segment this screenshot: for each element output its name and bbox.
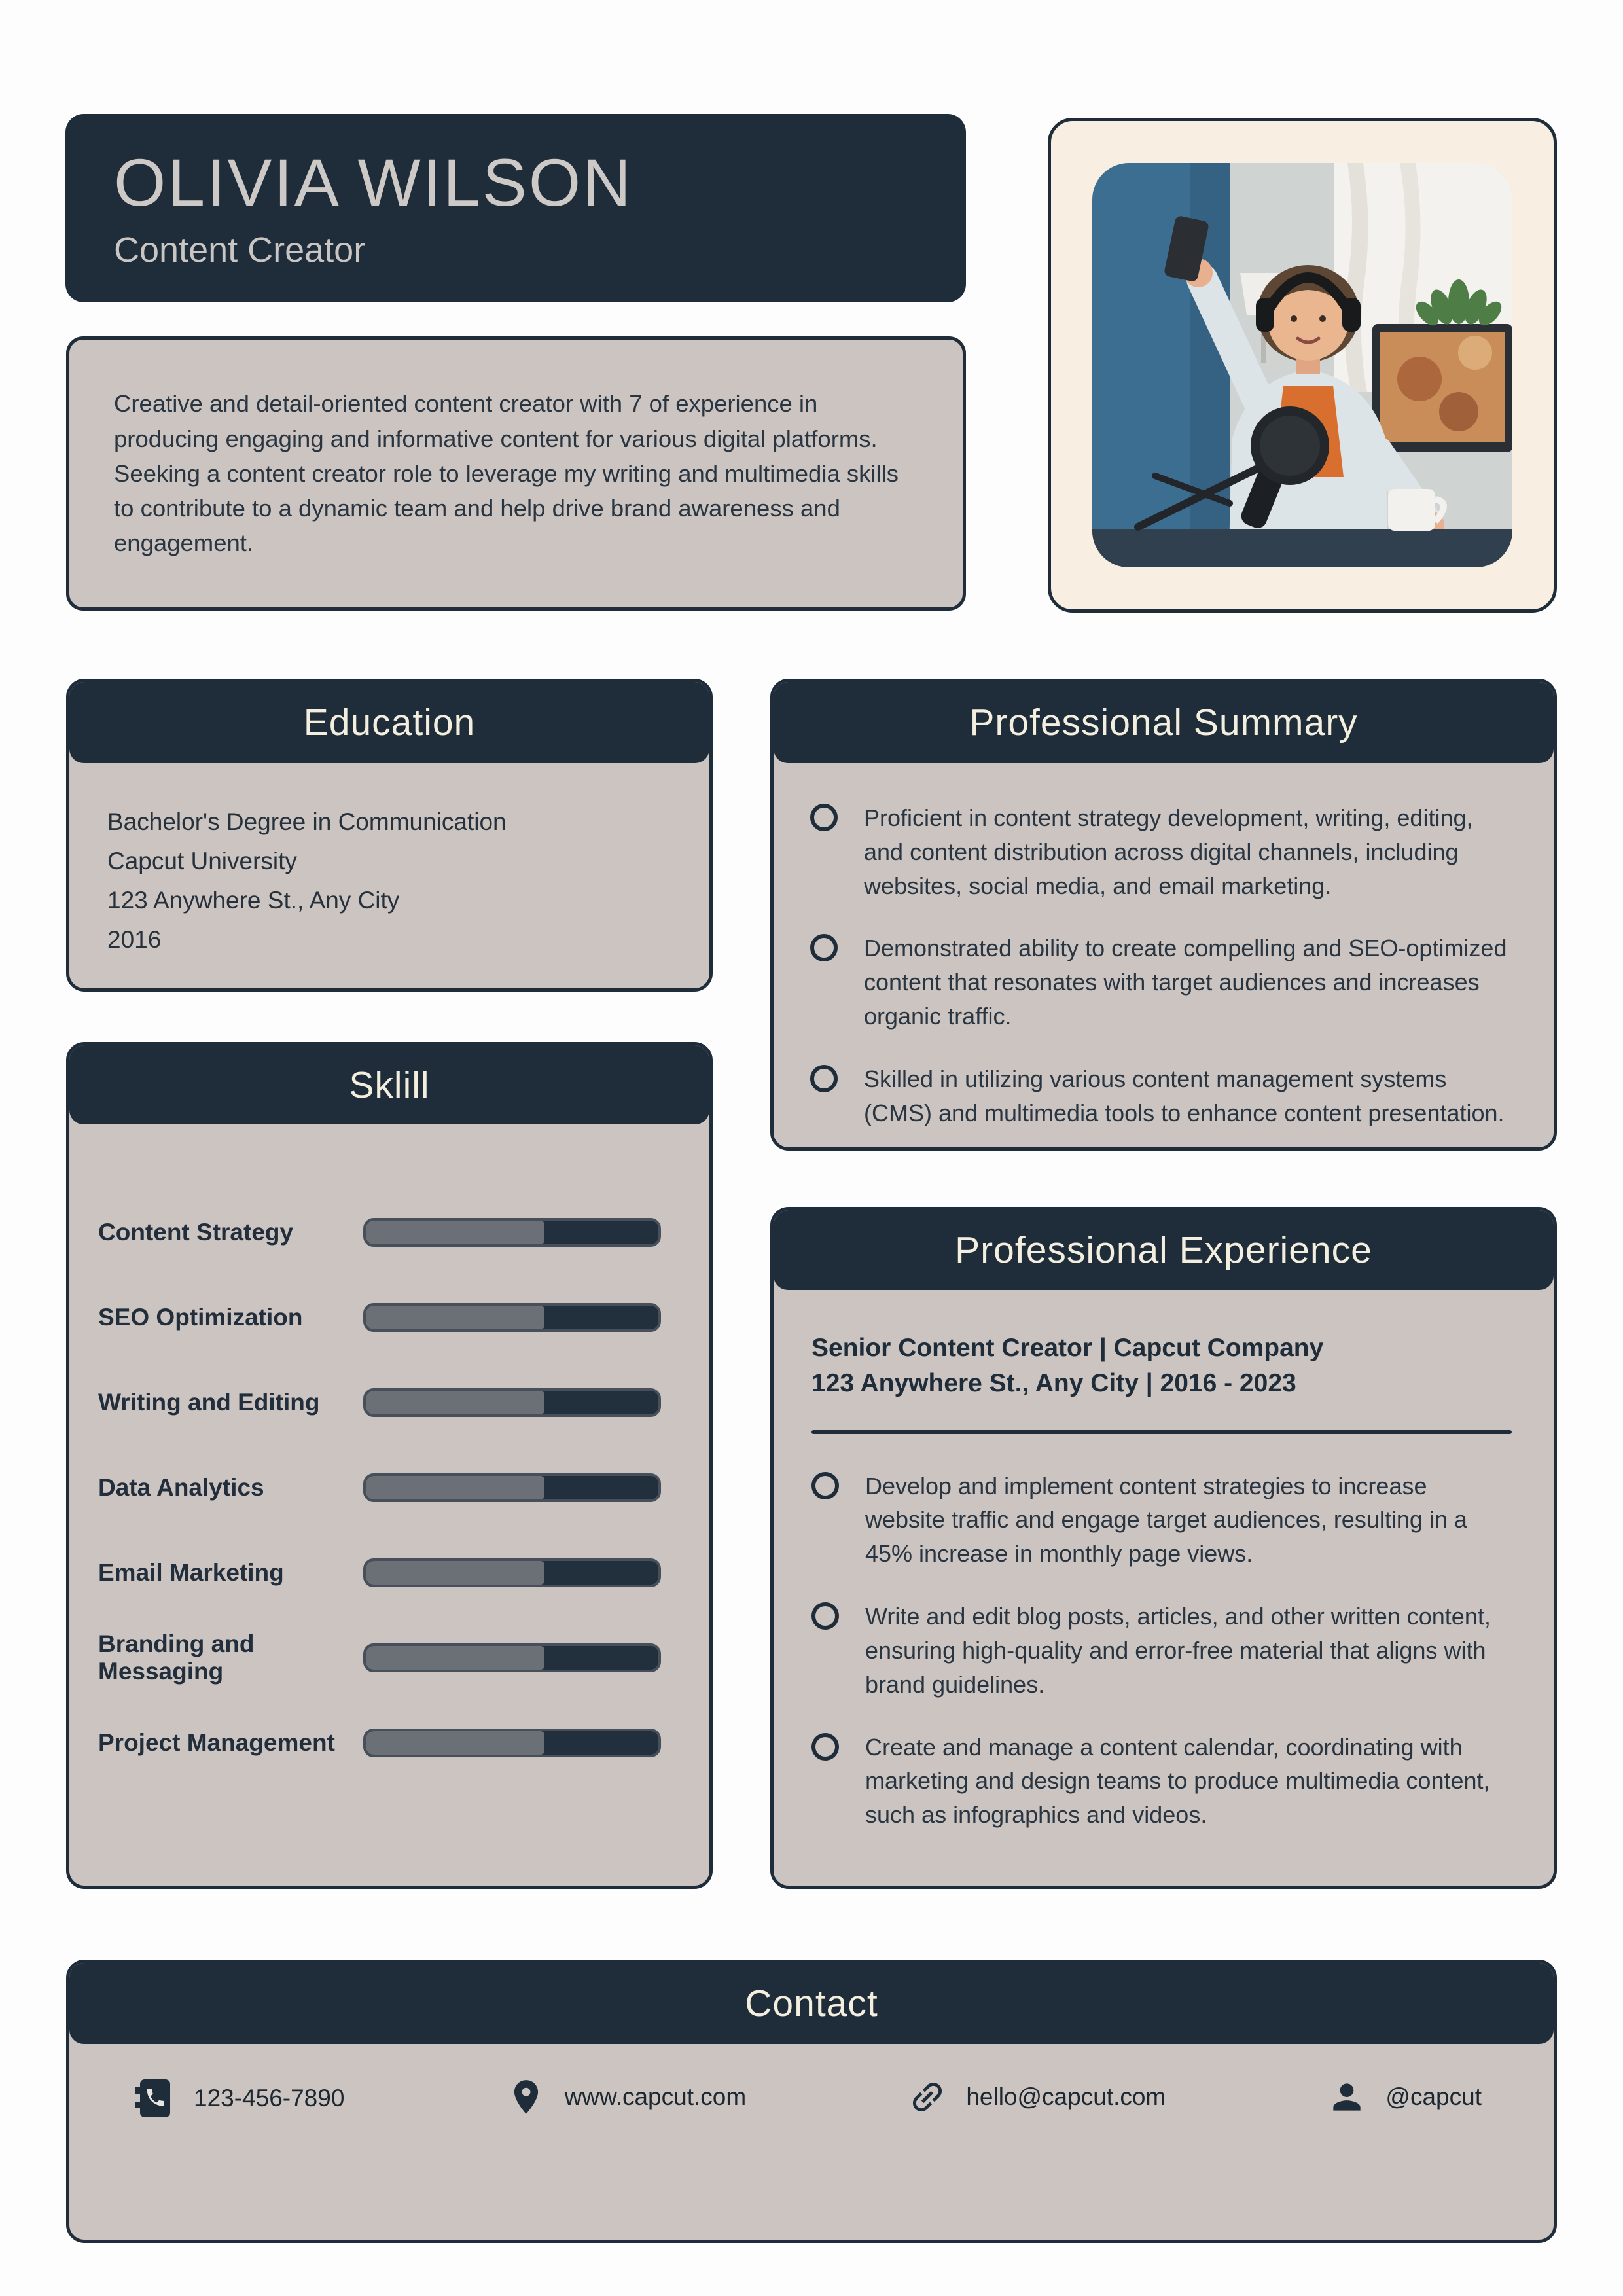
contact-social-value: @capcut (1385, 2083, 1482, 2110)
skills-card (66, 1042, 713, 1889)
bullet-text: Proficient in content strategy development, writing, editing, and content distribution across digital channels, including websites, social media, and email marketing. (864, 804, 1473, 899)
contact-website-value: www.capcut.com (564, 2083, 747, 2110)
bullet-item (812, 1731, 1512, 1832)
skills-body (69, 1124, 709, 1785)
bullet-item (812, 1600, 1512, 1701)
bullet-item (812, 1469, 1512, 1571)
skill-bar-fill (366, 1391, 544, 1414)
skill-row (69, 1530, 709, 1615)
location-icon (506, 2077, 546, 2117)
education-body (69, 763, 709, 960)
skill-row (69, 1700, 709, 1785)
contact-item-website (506, 2077, 747, 2117)
skill-bar-fill (366, 1476, 544, 1499)
skill-bar-fill (366, 1646, 544, 1670)
profile-photo-frame (1048, 118, 1557, 613)
skill-bar-track (363, 1473, 661, 1502)
skill-row (69, 1615, 709, 1700)
bullet-item (810, 801, 1512, 903)
education-year: 2016 (107, 925, 162, 953)
summary-box (66, 336, 966, 611)
education-heading: Education (69, 682, 709, 763)
skill-bar-fill (366, 1306, 544, 1329)
contact-item-email (907, 2077, 1166, 2117)
experience-role-line: Senior Content Creator | Capcut Company (812, 1334, 1324, 1362)
experience-card (770, 1207, 1557, 1889)
skill-label: Email Marketing (98, 1559, 284, 1586)
contact-heading: Contact (69, 1963, 1554, 2044)
bullet-text: Write and edit blog posts, articles, and other written content, ensuring high-quality and error-free material that aligns with brand guidelines. (865, 1603, 1491, 1698)
professional-summary-heading: Professional Summary (774, 682, 1554, 763)
skill-row (69, 1275, 709, 1360)
bullet-text: Create and manage a content calendar, coordinating with marketing and design teams to produce multimedia content, such as infographics and videos. (865, 1733, 1490, 1829)
skill-label: Content Strategy (98, 1219, 294, 1246)
experience-meta-line: 123 Anywhere St., Any City | 2016 - 2023 (812, 1369, 1296, 1397)
contact-item-social (1327, 2077, 1482, 2117)
phone-icon (132, 2077, 175, 2120)
summary-text: Creative and detail-oriented content creator with 7 of experience in producing engaging and informative content for various digital platforms. Seeking a content creator role to leverage my writing and multimedia skills to contribute to a dynamic team and help drive brand awareness and engagement. (114, 390, 899, 557)
experience-divider (812, 1430, 1512, 1434)
skill-bar-track (363, 1218, 661, 1247)
education-degree: Bachelor's Degree in Communication (107, 808, 507, 835)
skills-heading: Sklill (69, 1045, 709, 1124)
skill-row (69, 1190, 709, 1275)
skill-label: Branding and Messaging (98, 1630, 255, 1685)
skill-label: SEO Optimization (98, 1304, 303, 1331)
skill-row (69, 1360, 709, 1445)
experience-heading: Professional Experience (774, 1210, 1554, 1290)
contact-email-value: hello@capcut.com (966, 2083, 1166, 2110)
bullet-item (810, 931, 1512, 1033)
link-icon (907, 2077, 948, 2117)
experience-body (774, 1290, 1554, 1832)
bullet-text: Demonstrated ability to create compelling and SEO-optimized content that resonates with target audiences and increases organic traffic. (864, 935, 1507, 1030)
profile-photo-illustration (1092, 163, 1512, 567)
profile-photo (1092, 163, 1512, 567)
education-card (66, 679, 713, 992)
contact-phone-value: 123-456-7890 (194, 2085, 345, 2111)
education-address: 123 Anywhere St., Any City (107, 886, 400, 914)
user-icon (1327, 2077, 1367, 2117)
bullet-circle-icon (812, 1602, 839, 1630)
skill-bar-fill (366, 1221, 544, 1244)
skill-bar-track (363, 1303, 661, 1332)
contact-body (69, 2044, 1554, 2120)
skill-bar-track (363, 1558, 661, 1587)
skill-bar-track (363, 1729, 661, 1757)
bullet-text: Develop and implement content strategies to increase website traffic and engage target audiences, resulting in a 45% increase in monthly page views. (865, 1472, 1467, 1568)
skill-bar-track (363, 1388, 661, 1417)
skill-label: Writing and Editing (98, 1389, 320, 1416)
skill-bar-fill (366, 1561, 544, 1585)
skill-bar-track (363, 1643, 661, 1672)
person-job-title: Content Creator (114, 230, 366, 270)
bullet-circle-icon (810, 1065, 838, 1092)
contact-item-phone (132, 2077, 344, 2120)
education-school: Capcut University (107, 847, 297, 874)
contact-card (66, 1960, 1557, 2243)
skill-row (69, 1445, 709, 1530)
bullet-circle-icon (812, 1733, 839, 1761)
skill-bar-fill (366, 1731, 544, 1755)
bullet-text: Skilled in utilizing various content management systems (CMS) and multimedia tools to enhance content presentation. (864, 1065, 1505, 1126)
bullet-circle-icon (812, 1472, 839, 1499)
name-header-card (65, 114, 966, 302)
bullet-circle-icon (810, 934, 838, 961)
professional-summary-body (774, 763, 1554, 1130)
bullet-circle-icon (810, 804, 838, 831)
person-name: OLIVIA WILSON (114, 145, 633, 220)
professional-summary-card (770, 679, 1557, 1151)
bullet-item (810, 1062, 1512, 1130)
skill-label: Data Analytics (98, 1474, 264, 1501)
skill-label: Project Management (98, 1729, 335, 1756)
